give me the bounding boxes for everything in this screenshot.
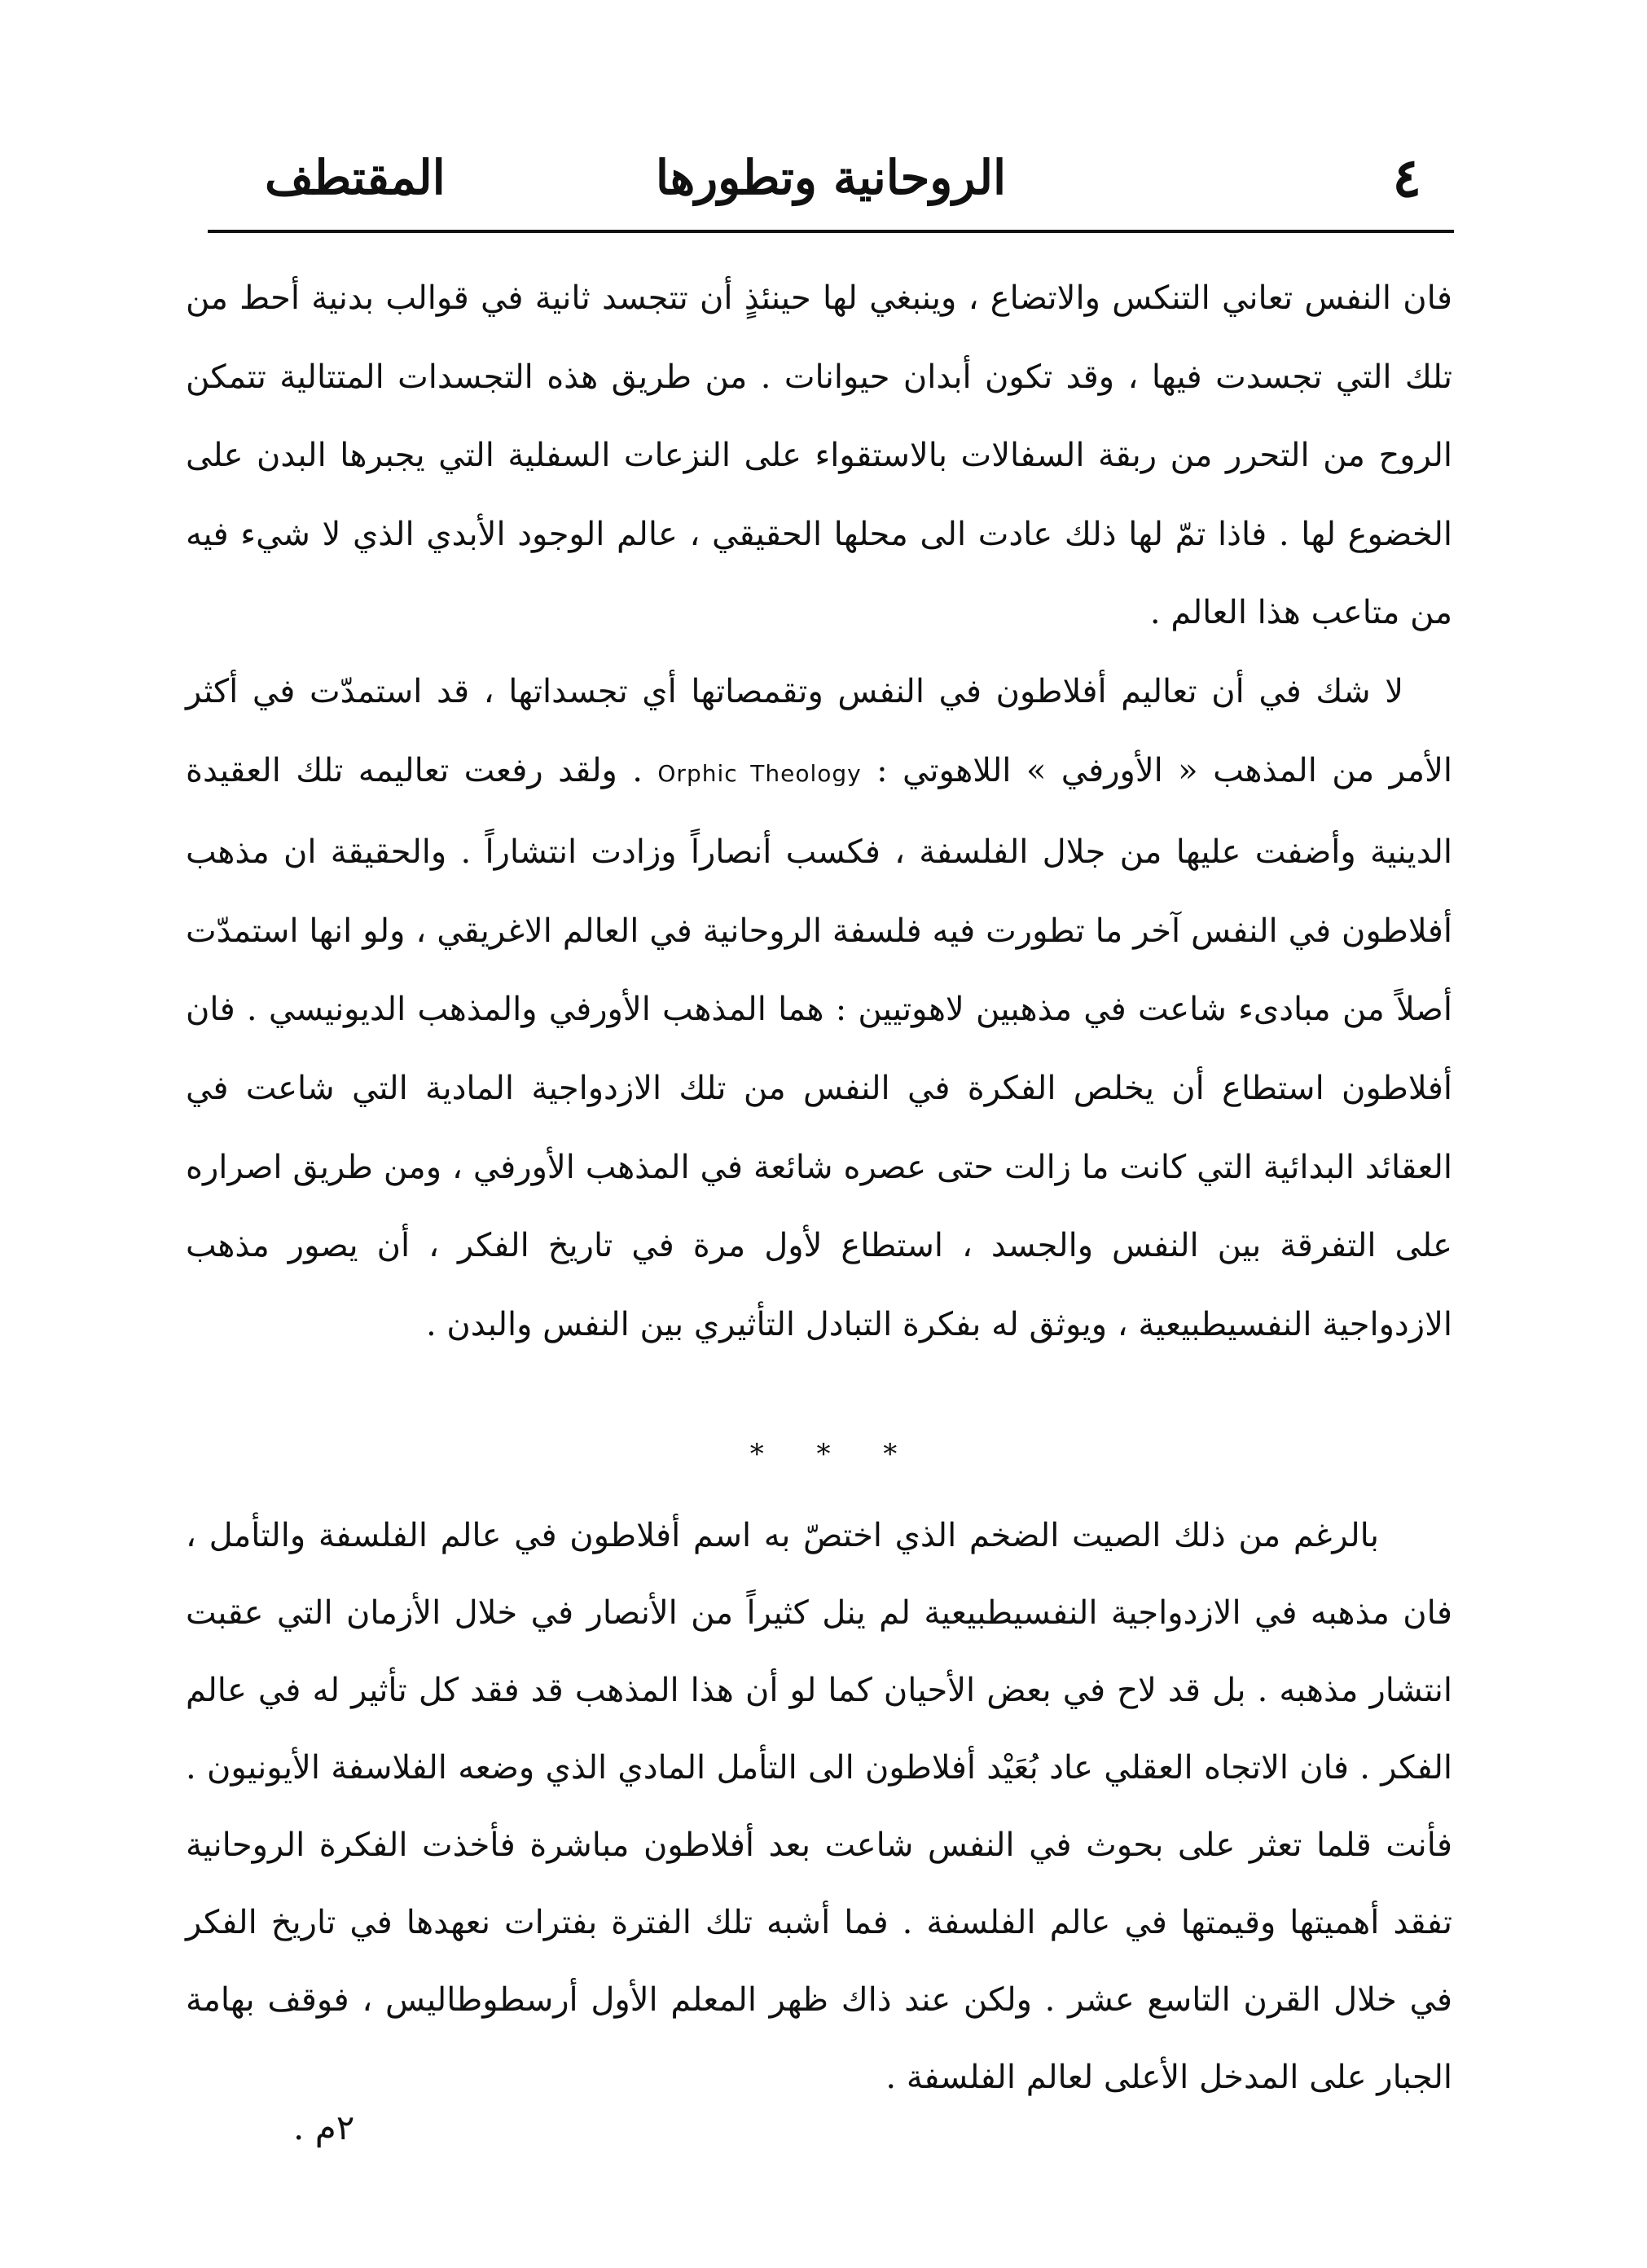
running-header — [208, 145, 1454, 210]
paragraph-3: بالرغم من ذلك الصيت الضخم الذي اختصّ به اسم أفلاطون في عالم الفلسفة والتأمل ، فان مذهبه في الازدواجية النفسيطبيعية لم ينل كثيراً من الأنصار في خلال الأزمان التي عقبت انتشار مذهبه . بل قد لاح في بعض الأحيان كما لو أن هذا المذهب قد فقد كل تأثير له في عالم الفكر . فان الاتجاه العقلي عاد بُعَيْد أفلاطون الى التأمل المادي الذي وضعه الفلاسفة الأيونيون . فأنت قلما تعثر على بحوث في النفس شاعت بعد أفلاطون مباشرة فأخذت الفكرة الروحانية تفقد أهميتها وقيمتها في عالم الفلسفة . فما أشبه تلك الفترة بفترات نعهدها في تاريخ الفكر في خلال القرن التاسع عشر . ولكن عند ذاك ظهر المعلم الأول أرسطوطاليس ، فوقف بهامة الجبار على المدخل الأعلى لعالم الفلسفة . — [186, 1517, 1453, 2096]
paragraph-2-part-b: . ولقد رفعت تعاليمه تلك العقيدة الدينية وأضفت عليها من جلال الفلسفة ، فكسب أنصاراً وزادت انتشاراً . والحقيقة ان مذهب أفلاطون في النفس آخر ما تطورت فيه فلسفة الروحانية في العالم الاغريقي ، ولو انها استمدّت أصلاً من مبادىء شاعت في مذهبين لاهوتيين : هما المذهب الأورفي والمذهب الديونيسي . فان أفلاطون استطاع أن يخلص الفكرة في النفس من تلك الازدواجية المادية التي شاعت في العقائد البدائية التي كانت ما زالت حتى عصره شائعة في المذهب الأورفي ، ومن طريق اصراره على التفرقة بين النفس والجسد ، استطاع لأول مرة في تاريخ الفكر ، أن يصور مذهب الازدواجية النفسيطبيعية ، ويوثق له بفكرة التبادل التأثيري بين النفس والبدن . — [186, 751, 1452, 1343]
body-text-lower — [186, 1497, 1452, 2116]
article-title: الروحانية وتطورها — [655, 150, 1007, 205]
journal-name: المقتطف — [265, 150, 446, 205]
signature-code: ٢م . — [293, 2108, 355, 2147]
paragraph-2-part-a: لا شك في أن تعاليم أفلاطون في النفس وتقمصاتها أي تجسداتها ، قد استمدّت في أكثر الأمر من المذهب « الأورفي » اللاهوتي : — [186, 672, 1453, 789]
header-rule — [208, 230, 1454, 233]
paragraph-2 — [186, 653, 1452, 1364]
paragraph-1: فان النفس تعاني التنكس والاتضاع ، وينبغي لها حينئذٍ أن تتجسد ثانية في قوالب بدنية أحط من تلك التي تجسدت فيها ، وقد تكون أبدان حيوانات . من طريق هذه التجسدات المتتالية تتمكن الروح من التحرر من ربقة السفالات بالاستقواء على النزعات السفلية التي يجبرها البدن على الخضوع لها . فاذا تمّ لها ذلك عادت الى محلها الحقيقي ، عالم الوجود الأبدي الذي لا شيء فيه من متاعب هذا العالم . — [186, 279, 1452, 632]
page-number: ٤ — [1392, 146, 1421, 209]
latin-term: Orphic Theology — [657, 759, 862, 787]
section-separator: * * * — [749, 1438, 898, 1470]
body-text-upper — [186, 259, 1452, 1364]
